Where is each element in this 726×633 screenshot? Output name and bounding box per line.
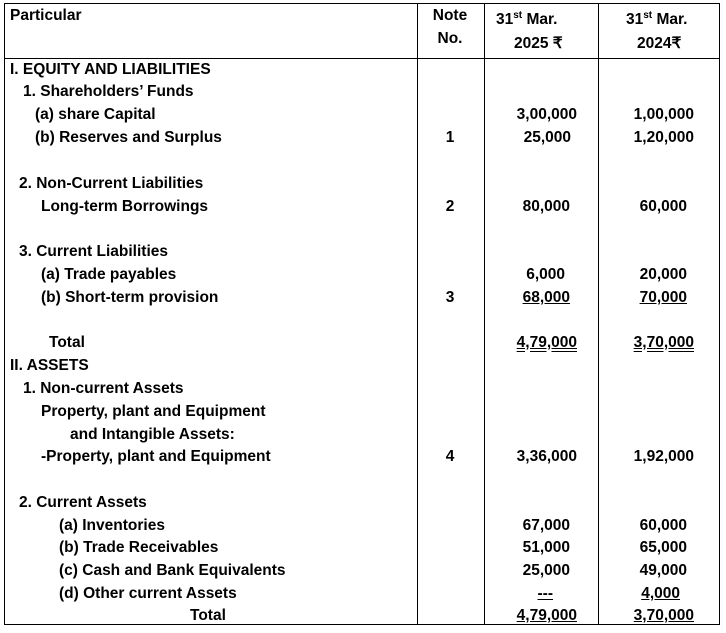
- header-2025-date: 31st Mar.: [496, 10, 558, 28]
- note-number: 4: [445, 448, 455, 465]
- group-heading: 2. Current Assets: [19, 494, 147, 511]
- value-2025: 25,000: [522, 562, 570, 579]
- value-2025: 25,000: [523, 129, 571, 146]
- group-heading: 1. Shareholders’ Funds: [23, 83, 194, 100]
- value-2025: 3,36,000: [516, 448, 577, 465]
- row-label: (a) Trade payables: [41, 266, 177, 283]
- row-label: (b) Reserves and Surplus: [35, 129, 222, 146]
- value-2025: 6,000: [526, 266, 565, 283]
- total-2024: 3,70,000: [633, 334, 694, 351]
- row-label: and Intangible Assets:: [70, 426, 235, 443]
- header-2024-date: 31st Mar.: [626, 10, 688, 28]
- header-2025-year: 2025 ₹: [514, 35, 563, 52]
- column-divider: [417, 4, 418, 624]
- value-2024: 20,000: [639, 266, 687, 283]
- total-2024: 3,70,000: [633, 607, 694, 624]
- header-particular: Particular: [10, 7, 82, 24]
- value-2024: 4,000: [641, 585, 680, 602]
- row-label: (b) Short-term provision: [41, 289, 219, 306]
- value-2025: 67,000: [522, 517, 570, 534]
- row-label: (d) Other current Assets: [59, 585, 237, 602]
- total-label: Total: [49, 334, 85, 351]
- group-heading: 1. Non-current Assets: [23, 380, 184, 397]
- note-number: 1: [445, 129, 455, 146]
- section-heading: I. EQUITY AND LIABILITIES: [10, 61, 211, 78]
- row-label: Property, plant and Equipment: [41, 403, 266, 420]
- value-2025: 80,000: [522, 198, 570, 215]
- header-divider: [5, 58, 719, 59]
- row-label: (b) Trade Receivables: [59, 539, 219, 556]
- header-note: Note: [432, 7, 468, 24]
- value-2024: 70,000: [639, 289, 687, 306]
- value-2024: 60,000: [639, 517, 687, 534]
- value-2024: 1,20,000: [633, 129, 694, 146]
- total-2025: 4,79,000: [516, 607, 577, 624]
- row-label: (a) share Capital: [35, 106, 156, 123]
- section-heading: II. ASSETS: [10, 357, 89, 374]
- value-2025: 3,00,000: [516, 106, 577, 123]
- total-label: Total: [190, 607, 226, 624]
- row-label: Long-term Borrowings: [41, 198, 209, 215]
- row-label: (a) Inventories: [59, 517, 165, 534]
- value-2025: 68,000: [522, 289, 570, 306]
- value-2024: 49,000: [639, 562, 687, 579]
- note-number: 2: [445, 198, 455, 215]
- value-2024: 1,00,000: [633, 106, 694, 123]
- row-label: -Property, plant and Equipment: [41, 448, 271, 465]
- group-heading: 3. Current Liabilities: [19, 243, 169, 260]
- value-2025: 51,000: [522, 539, 570, 556]
- value-2024: 65,000: [639, 539, 687, 556]
- value-2024: 60,000: [639, 198, 687, 215]
- total-2025: 4,79,000: [516, 334, 577, 351]
- value-2024: 1,92,000: [633, 448, 694, 465]
- header-2024-year: 2024₹: [637, 35, 682, 52]
- value-2025: ---: [537, 585, 553, 602]
- group-heading: 2. Non-Current Liabilities: [19, 175, 204, 192]
- row-label: (c) Cash and Bank Equivalents: [59, 562, 286, 579]
- note-number: 3: [445, 289, 455, 306]
- header-note-no: No.: [437, 30, 463, 47]
